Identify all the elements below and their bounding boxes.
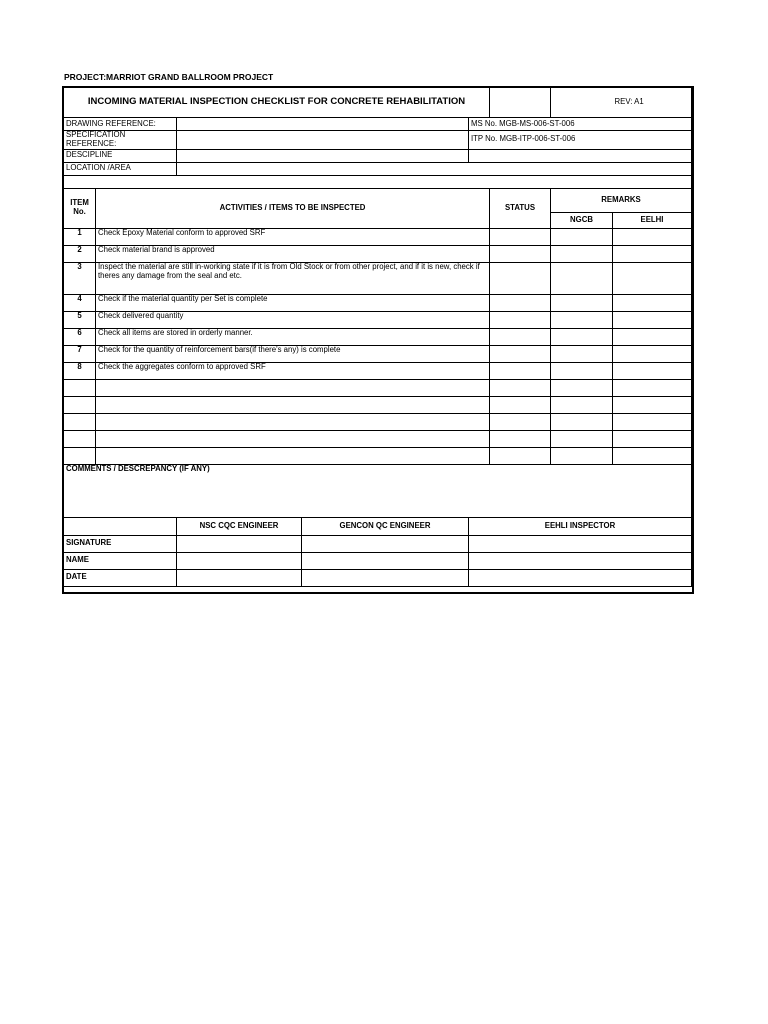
item-description-cell[interactable] bbox=[96, 447, 490, 464]
item-description-cell[interactable] bbox=[96, 430, 490, 447]
status-cell[interactable] bbox=[490, 430, 551, 447]
table-row bbox=[64, 345, 692, 362]
ngcb-remark-cell[interactable] bbox=[551, 311, 613, 328]
drawing-reference-label: DRAWING REFERENCE: bbox=[64, 118, 177, 131]
ngcb-remark-cell[interactable] bbox=[551, 430, 613, 447]
discipline-row bbox=[64, 149, 692, 162]
name-row bbox=[64, 552, 692, 569]
eehli-signature-field[interactable] bbox=[469, 535, 692, 552]
eelhi-remark-cell[interactable] bbox=[613, 294, 692, 311]
discipline-label: DESCIPLINE bbox=[64, 149, 177, 162]
date-label: DATE bbox=[64, 569, 177, 586]
item-number: 4 bbox=[64, 294, 96, 311]
table-row bbox=[64, 228, 692, 245]
empty-row bbox=[64, 447, 692, 464]
spacer-row bbox=[64, 175, 692, 188]
item-description: Check if the material quantity per Set is complete bbox=[96, 294, 490, 311]
specification-reference-row bbox=[64, 131, 692, 150]
itp-number: ITP No. MGB-ITP-006-ST-006 bbox=[469, 131, 692, 150]
eelhi-remark-cell[interactable] bbox=[613, 262, 692, 294]
status-cell[interactable] bbox=[490, 447, 551, 464]
status-cell[interactable] bbox=[490, 294, 551, 311]
table-row bbox=[64, 362, 692, 379]
eelhi-remark-cell[interactable] bbox=[613, 228, 692, 245]
title-blank-cell[interactable] bbox=[490, 88, 551, 118]
status-header: STATUS bbox=[490, 188, 551, 228]
item-number: 3 bbox=[64, 262, 96, 294]
status-cell[interactable] bbox=[490, 262, 551, 294]
inspection-checklist-table bbox=[63, 87, 692, 587]
eelhi-remark-cell[interactable] bbox=[613, 447, 692, 464]
table-row bbox=[64, 262, 692, 294]
drawing-reference-field[interactable] bbox=[177, 118, 469, 131]
item-number: 5 bbox=[64, 311, 96, 328]
date-row bbox=[64, 569, 692, 586]
activities-header: ACTIVITIES / ITEMS TO BE INSPECTED bbox=[96, 188, 490, 228]
nsc-signature-field[interactable] bbox=[177, 535, 302, 552]
ngcb-header: NGCB bbox=[551, 212, 613, 228]
item-number: 7 bbox=[64, 345, 96, 362]
ngcb-remark-cell[interactable] bbox=[551, 228, 613, 245]
status-cell[interactable] bbox=[490, 245, 551, 262]
item-number: 1 bbox=[64, 228, 96, 245]
eelhi-remark-cell[interactable] bbox=[613, 430, 692, 447]
project-name: PROJECT:MARRIOT GRAND BALLROOM PROJECT bbox=[64, 72, 274, 82]
item-description: Check for the quantity of reinforcement bars(if there's any) is complete bbox=[96, 345, 490, 362]
title-row bbox=[64, 88, 692, 118]
item-number: 2 bbox=[64, 245, 96, 262]
location-label: LOCATION /AREA bbox=[64, 162, 177, 175]
signoff-corner-cell bbox=[64, 517, 177, 535]
table-row bbox=[64, 245, 692, 262]
eelhi-remark-cell[interactable] bbox=[613, 345, 692, 362]
item-description: Inspect the material are still in-working state if it is from Old Stock or from other project, and if it is new, check if theres any damage from the seal and etc. bbox=[96, 262, 490, 294]
ngcb-remark-cell[interactable] bbox=[551, 396, 613, 413]
comments-row bbox=[64, 464, 692, 517]
eelhi-remark-cell[interactable] bbox=[613, 245, 692, 262]
item-number: 8 bbox=[64, 362, 96, 379]
location-field[interactable] bbox=[177, 162, 692, 175]
empty-row bbox=[64, 413, 692, 430]
ngcb-remark-cell[interactable] bbox=[551, 328, 613, 345]
eelhi-remark-cell[interactable] bbox=[613, 328, 692, 345]
ngcb-remark-cell[interactable] bbox=[551, 294, 613, 311]
status-cell[interactable] bbox=[490, 396, 551, 413]
ngcb-remark-cell[interactable] bbox=[551, 447, 613, 464]
table-row bbox=[64, 294, 692, 311]
status-cell[interactable] bbox=[490, 345, 551, 362]
ms-number: MS No. MGB-MS-006-ST-006 bbox=[469, 118, 692, 131]
location-row bbox=[64, 162, 692, 175]
name-label: NAME bbox=[64, 552, 177, 569]
revision-label: REV: A1 bbox=[613, 88, 692, 118]
item-description: Check material brand is approved bbox=[96, 245, 490, 262]
eehli-inspector-header: EEHLI INSPECTOR bbox=[469, 517, 692, 535]
signature-row bbox=[64, 535, 692, 552]
gencon-date-field[interactable] bbox=[302, 569, 469, 586]
item-no-header: ITEM No. bbox=[64, 188, 96, 228]
table-row bbox=[64, 328, 692, 345]
status-cell[interactable] bbox=[490, 413, 551, 430]
item-description-cell[interactable] bbox=[96, 379, 490, 396]
rev-blank-cell bbox=[551, 88, 613, 118]
empty-row bbox=[64, 379, 692, 396]
ngcb-remark-cell[interactable] bbox=[551, 362, 613, 379]
specification-reference-field[interactable] bbox=[177, 131, 469, 150]
eehli-date-field[interactable] bbox=[469, 569, 692, 586]
nsc-name-field[interactable] bbox=[177, 552, 302, 569]
gencon-signature-field[interactable] bbox=[302, 535, 469, 552]
eelhi-remark-cell[interactable] bbox=[613, 362, 692, 379]
item-description: Check the aggregates conform to approved SRF bbox=[96, 362, 490, 379]
item-number-cell[interactable] bbox=[64, 379, 96, 396]
checklist-title: INCOMING MATERIAL INSPECTION CHECKLIST FOR CONCRETE REHABILITATION bbox=[64, 88, 490, 118]
item-number: 6 bbox=[64, 328, 96, 345]
item-description-cell[interactable] bbox=[96, 413, 490, 430]
item-number-cell[interactable] bbox=[64, 396, 96, 413]
eelhi-remark-cell[interactable] bbox=[613, 379, 692, 396]
status-cell[interactable] bbox=[490, 328, 551, 345]
status-cell[interactable] bbox=[490, 379, 551, 396]
eelhi-remark-cell[interactable] bbox=[613, 311, 692, 328]
header-row-1 bbox=[64, 188, 692, 212]
nsc-date-field[interactable] bbox=[177, 569, 302, 586]
status-cell[interactable] bbox=[490, 311, 551, 328]
ngcb-remark-cell[interactable] bbox=[551, 345, 613, 362]
gencon-name-field[interactable] bbox=[302, 552, 469, 569]
remarks-header: REMARKS bbox=[551, 188, 692, 212]
signoff-header-row bbox=[64, 517, 692, 535]
item-number-cell[interactable] bbox=[64, 447, 96, 464]
ngcb-remark-cell[interactable] bbox=[551, 262, 613, 294]
gencon-qc-engineer-header: GENCON QC ENGINEER bbox=[302, 517, 469, 535]
eelhi-remark-cell[interactable] bbox=[613, 396, 692, 413]
signature-label: SIGNATURE bbox=[64, 535, 177, 552]
empty-row bbox=[64, 430, 692, 447]
discipline-extra-field[interactable] bbox=[469, 149, 692, 162]
spacer-cell bbox=[64, 175, 692, 188]
ngcb-remark-cell[interactable] bbox=[551, 413, 613, 430]
eehli-name-field[interactable] bbox=[469, 552, 692, 569]
eelhi-remark-cell[interactable] bbox=[613, 413, 692, 430]
eelhi-header: EELHI bbox=[613, 212, 692, 228]
status-cell[interactable] bbox=[490, 228, 551, 245]
nsc-cqc-engineer-header: NSC CQC ENGINEER bbox=[177, 517, 302, 535]
discipline-field[interactable] bbox=[177, 149, 469, 162]
ngcb-remark-cell[interactable] bbox=[551, 379, 613, 396]
item-description: Check Epoxy Material conform to approved SRF bbox=[96, 228, 490, 245]
ngcb-remark-cell[interactable] bbox=[551, 245, 613, 262]
item-number-cell[interactable] bbox=[64, 413, 96, 430]
item-number-cell[interactable] bbox=[64, 430, 96, 447]
comments-field[interactable] bbox=[64, 464, 692, 517]
item-description-cell[interactable] bbox=[96, 396, 490, 413]
comments-label: COMMENTS / DESCREPANCY (IF ANY) bbox=[66, 464, 210, 473]
item-description: Check delivered quantity bbox=[96, 311, 490, 328]
status-cell[interactable] bbox=[490, 362, 551, 379]
item-description: Check all items are stored in orderly manner. bbox=[96, 328, 490, 345]
specification-reference-label: SPECIFICATION REFERENCE: bbox=[64, 131, 177, 150]
drawing-reference-row bbox=[64, 118, 692, 131]
empty-row bbox=[64, 396, 692, 413]
table-row bbox=[64, 311, 692, 328]
